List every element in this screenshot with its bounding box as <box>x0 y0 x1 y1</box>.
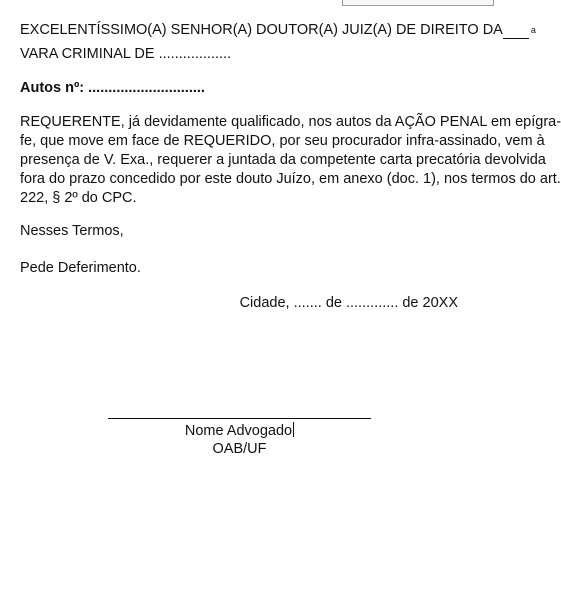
body-line: REQUERENTE, já devidamente qualificado, nos autos da AÇÃO PENAL em epígra- <box>20 114 561 130</box>
heading-blank-underline <box>503 25 529 39</box>
hint-box <box>342 0 494 6</box>
heading-line-2: VARA CRIMINAL DE .................. <box>20 46 232 62</box>
signature-name-wrapper[interactable] <box>108 422 371 440</box>
closing-nesses-termos: Nesses Termos, <box>20 223 124 239</box>
hint-text <box>351 0 413 1</box>
autos-number: Autos nº: ............................. <box>20 80 205 96</box>
heading-line-1 <box>20 21 536 45</box>
body-line: presença de V. Exa., requerer a juntada da competente carta precatória devolvida <box>20 152 546 168</box>
signature-name[interactable]: Nome Advogado <box>184 423 293 439</box>
signature-line <box>108 418 371 419</box>
signature-oab: OAB/UF <box>212 441 267 457</box>
body-line: fe, que move em face de REQUERIDO, por seu procurador infra-assinado, vem à <box>20 133 545 149</box>
body-line: 222, § 2º do CPC. <box>20 190 137 206</box>
text-caret <box>293 422 294 437</box>
petition-heading <box>20 21 536 64</box>
place-and-date: Cidade, ....... de ............. de 20XX <box>239 295 458 311</box>
closing-pede-deferimento: Pede Deferimento. <box>20 260 141 276</box>
petition-body <box>20 113 561 208</box>
heading-line-1-text: EXCELENTÍSSIMO(A) SENHOR(A) DOUTOR(A) JUIZ(A) DE DIREITO DA <box>20 22 503 38</box>
heading-blank <box>503 21 536 45</box>
heading-superscript: a <box>530 25 536 35</box>
body-line: fora do prazo concedido por este douto Juízo, em anexo (doc. 1), nos termos do art. <box>20 171 561 187</box>
